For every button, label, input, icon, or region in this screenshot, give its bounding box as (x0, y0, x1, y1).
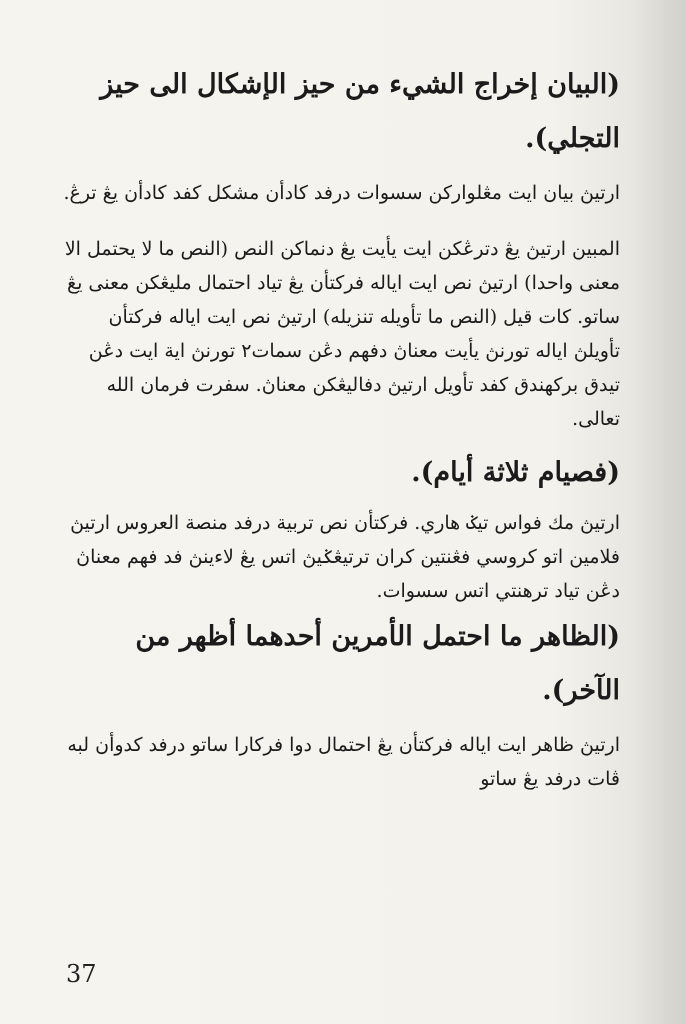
paragraph-mubin: المبين ارتيڽ يڠ دترڠكن ايت يأيت يڠ دنماكن النص (النص ما لا يحتمل الا معنى واحدا) ارتيڽ نص ايت اياله فركتأن يڠ تياد احتمال مليڠكن معنى يڠ ساتو. كات قيل (النص ما تأويله تنزيله) ارتيڽ نص ايت اياله فركتأن تأويلڽ اياله تورنڽ يأيت معناڽ دفهم دڠن سمات٢ تورنڽ اية ايت دڠن تيدق بركهندق كفد تأويل ارتيڽ دفاليڠكن معناڽ. سفرت فرمان الله تعالى. (64, 238, 620, 430)
page-content (60, 40, 620, 796)
paragraph-zahir: ارتيڽ ظاهر ايت اياله فركتأن يڠ احتمال دوا فركارا ساتو درفد كدوأن لبه ڤات درفد يڠ ساتو (67, 734, 620, 790)
heading-zahir: (الظاهر ما احتمل الأمرين أحدهما أظهر من الآخر). (135, 621, 620, 706)
page-number: 37 (66, 960, 97, 988)
heading-fasiyam: (فصيام ثلاثة أيام). (411, 457, 620, 488)
paragraph-bayan: ارتيڽ بيان ايت مڠلواركن سسوات درفد كادأن مشكل كفد كادأن يڠ ترڠ. (63, 182, 620, 204)
heading-bayan: (البيان إخراج الشيء من حيز الإشكال الى حيز التجلي). (100, 69, 620, 154)
paragraph-fasiyam: ارتيڽ مك فواس تيݢ هاري. فركتأن نص تربية درفد منصة العروس ارتيڽ فلامين اتو كروسي فڠنتين كران ترتيڠݢيڽ اتس يڠ لاءينڽ فد فهم معناڽ دڠن تياد ترهنتي اتس سسوات. (70, 512, 620, 602)
